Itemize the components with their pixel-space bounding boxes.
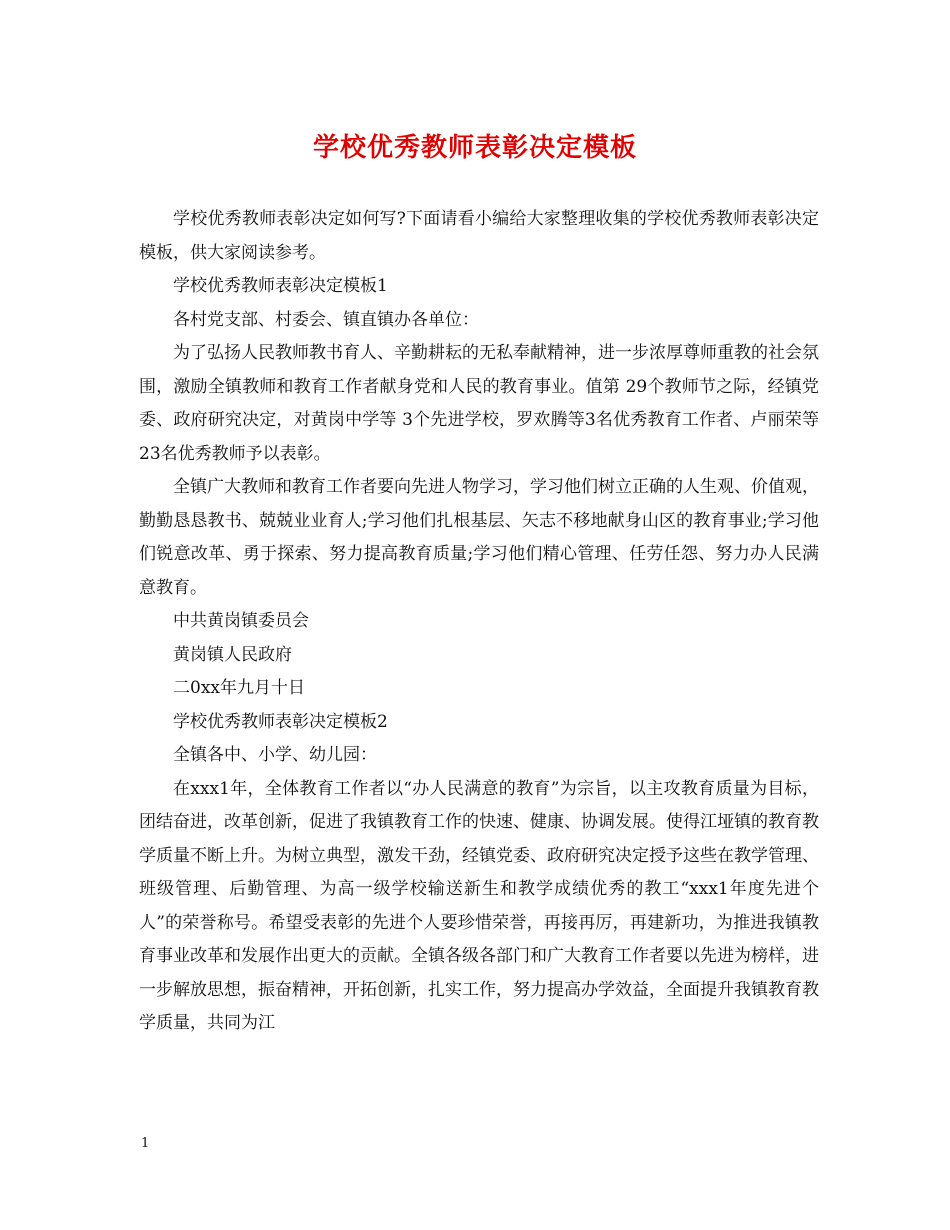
paragraph-body-2: 全镇广大教师和教育工作者要向先进人物学习，学习他们树立正确的人生观、价值观，勤勤恳恳教书、兢兢业业育人;学习他们扎根基层、矢志不移地献身山区的教育事业;学习他们锐意改革、勇于探索、努力提高教育质量;学习他们精心管理、任劳任怨、努力办人民满意教育。 — [139, 477, 819, 598]
paragraph-salutation-1: 各村党支部、村委会、镇直镇办各单位： — [173, 309, 479, 330]
document-body — [139, 203, 819, 1041]
page-number: 1 — [141, 1136, 150, 1151]
paragraph-signature-government: 黄岗镇人民政府 — [173, 644, 292, 665]
paragraph-salutation-2: 全镇各中、小学、幼儿园： — [173, 745, 377, 765]
paragraph-date: 二0xx年九月十日 — [173, 678, 305, 698]
paragraph-template-1-heading: 学校优秀教师表彰决定模板1 — [173, 276, 388, 296]
paragraph-signature-committee: 中共黄岗镇委员会 — [173, 611, 309, 631]
paragraph-intro: 学校优秀教师表彰决定如何写?下面请看小编给大家整理收集的学校优秀教师表彰决定模板，供大家阅读参考。 — [139, 209, 819, 263]
paragraph-body-1: 为了弘扬人民教师教书育人、辛勤耕耘的无私奉献精神，进一步浓厚尊师重教的社会氛围，激励全镇教师和教育工作者献身党和人民的教育事业。值第 29个教师节之际，经镇党委、政府研究决定，对黄岗中学等 3个先进学校，罗欢腾等3名优秀教育工作者、卢丽荣等23名优秀教师予以表彰。 — [139, 343, 819, 464]
paragraph-template-2-heading: 学校优秀教师表彰决定模板2 — [173, 711, 388, 732]
document-title: 学校优秀教师表彰决定模板 — [312, 133, 637, 163]
paragraph-body-3: 在xxx1年，全体教育工作者以“办人民满意的教育”为宗旨，以主攻教育质量为目标，团结奋进，改革创新，促进了我镇教育工作的快速、健康、协调发展。使得江垭镇的教育教学质量不断上升。为树立典型，激发干劲，经镇党委、政府研究决定授予这些在教学管理、班级管理、后勤管理、为高一级学校输送新生和教学成绩优秀的教工“xxx1年度先进个人”的荣誉称号。希望受表彰的先进个人要珍惜荣誉，再接再厉，再建新功，为推进我镇教育事业改革和发展作出更大的贡献。全镇各级各部门和广大教育工作者要以先进为榜样，进一步解放思想，振奋精神，开拓创新，扎实工作，努力提高办学效益，全面提升我镇教育教学质量，共同为江 — [139, 778, 819, 1033]
